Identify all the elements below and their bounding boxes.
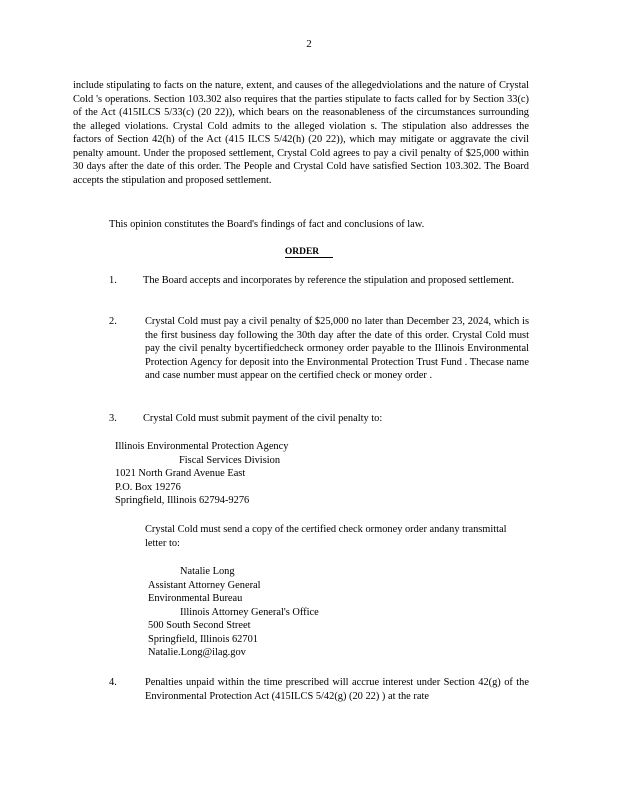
page-number: 2 <box>306 38 312 50</box>
address-line: Springfield, Illinois 62701 <box>148 633 258 645</box>
order-heading-text: ORDER <box>285 247 333 258</box>
address-line: Fiscal Services Division <box>179 454 281 466</box>
item-3-text: Crystal Cold must submit payment of the civil penalty to: <box>143 413 383 424</box>
address-line: Springfield, Illinois 62794-9276 <box>115 495 250 506</box>
copy-instruction: Crystal Cold must send a copy of the certified check ormoney order andany transmittal letter to: <box>145 524 507 549</box>
address-line: P.O. Box 19276 <box>115 481 181 493</box>
item-4-text: Penalties unpaid within the time prescribed will accrue interest under Section 42(g) of the Environmental Protection Act (415ILCS 5/42(g) (20 22) ) at the rate <box>145 677 529 702</box>
item-2-number: 2. <box>109 316 117 327</box>
opinion-sentence: This opinion constitutes the Board's findings of fact and conclusions of law. <box>109 219 425 230</box>
address-line: 500 South Second Street <box>148 620 251 631</box>
address-line: Assistant Attorney General <box>148 579 261 591</box>
item-2-text: Crystal Cold must pay a civil penalty of $25,000 no later than December 23, 2024, which is the first business day following the 30th day after the date of this order. Crystal Cold must pay the civil penalty bycertifiedcheck ormoney order payable to the Illinois Environmental Protection Agency for deposit into the Environmental Protection Trust Fund . Thecase name and case number must appear on the certified check or money order . <box>145 316 529 381</box>
item-3-number: 3. <box>109 413 117 424</box>
item-4-number: 4. <box>109 677 117 688</box>
order-heading <box>0 246 618 260</box>
copy-address <box>148 565 319 660</box>
address-line: Natalie Long <box>180 566 235 577</box>
address-line: Environmental Bureau <box>148 593 243 604</box>
item-1-number: 1. <box>109 275 117 286</box>
address-line: Illinois Environmental Protection Agency <box>115 441 289 452</box>
address-line: 1021 North Grand Avenue East <box>115 468 246 479</box>
address-line: Illinois Attorney General's Office <box>180 606 319 618</box>
item-1-text: The Board accepts and incorporates by reference the stipulation and proposed settlement. <box>143 275 515 286</box>
payment-address <box>115 440 288 508</box>
email-address: Natalie.Long@ilag.gov <box>148 647 246 658</box>
intro-paragraph: include stipulating to facts on the nature, extent, and causes of the allegedviolations and the nature of Crystal Cold 's operations. Section 103.302 also requires that the parties stipulate to facts called for by Section 33(c) of the Act (415ILCS 5/33(c) (20 22)), which bears on the reasonableness of the circumstances surrounding the alleged violations. Crystal Cold admits to the alleged violation s. The stipulation also addresses the factors of Section 42(h) of the Act (415 ILCS 5/42(h) (20 22)), which may mitigate or aggravate the civil penalty amount. Under the proposed settlement, Crystal Cold agrees to pay a civil penalty of $25,000 within 30 days after the date of this order. The People and Crystal Cold have satisfied Section 103.302. The Board accepts the stipulation and proposed settlement. <box>73 80 529 186</box>
